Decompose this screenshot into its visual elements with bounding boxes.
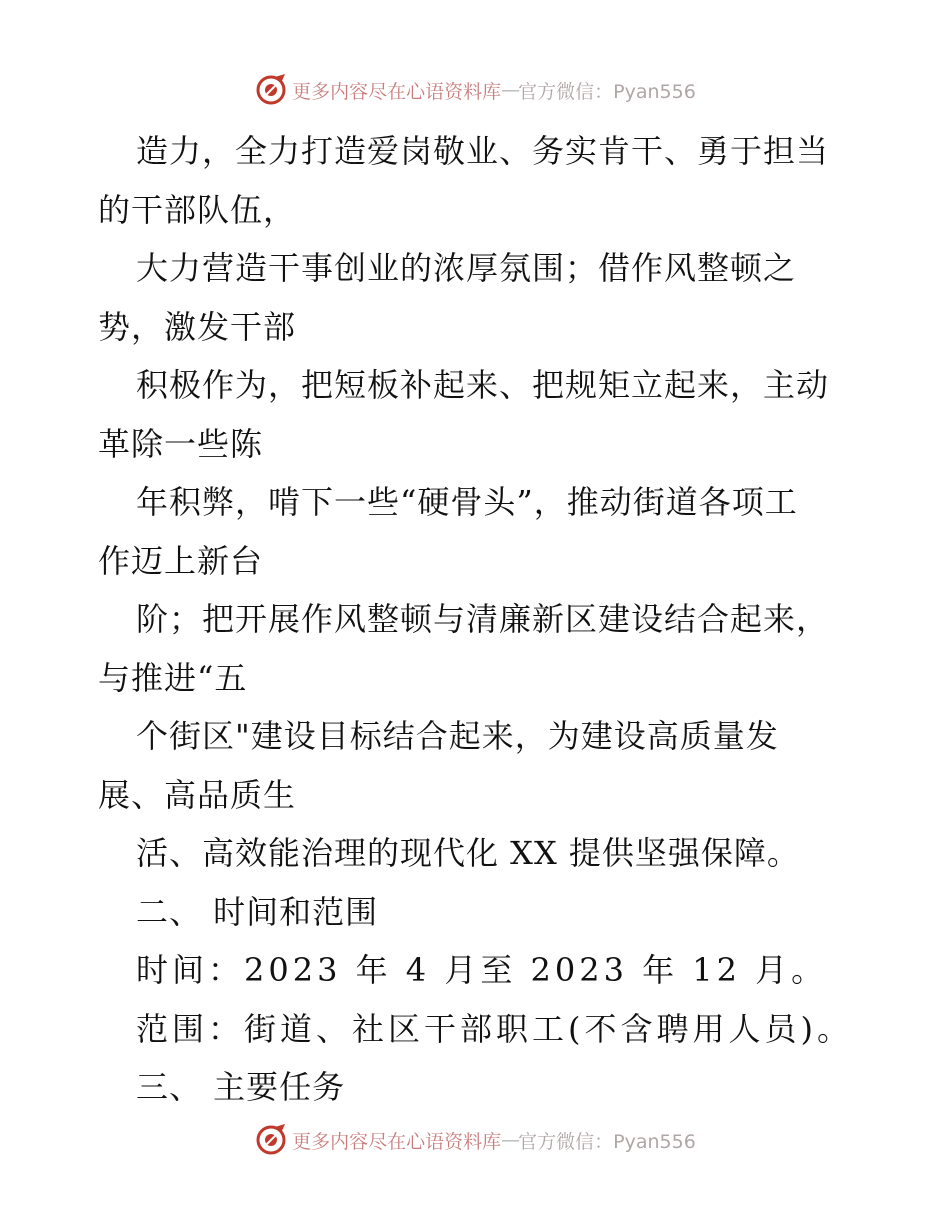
- watermark-separator: —: [501, 79, 519, 101]
- document-body: [98, 122, 868, 1117]
- body-line: 展、高品质生: [98, 775, 297, 814]
- body-line-time: 时间：2023 年 4 月至 2023 年 12 月。: [136, 951, 828, 989]
- body-line: 活、高效能治理的现代化 XX 提供坚强保障。: [136, 834, 800, 872]
- watermark-wechat: 官方微信：Pyan556: [518, 1130, 696, 1153]
- watermark-brand: 更多内容尽在心语资料库: [292, 1130, 502, 1153]
- body-line: 积极作为，把短板补起来、把规矩立起来，主动: [136, 366, 830, 404]
- body-line: 大力营造干事创业的浓厚氛围；借作风整顿之: [136, 249, 797, 287]
- watermark-separator: —: [501, 1129, 519, 1151]
- footer-watermark: [0, 1120, 950, 1160]
- body-line: 的干部队伍，: [98, 190, 297, 229]
- watermark-wechat: 官方微信：Pyan556: [518, 80, 696, 103]
- quill-seal-icon: [254, 73, 288, 107]
- body-line: 个街区"建设目标结合起来，为建设高质量发: [136, 717, 779, 755]
- body-line: 革除一些陈: [98, 424, 264, 463]
- quill-seal-icon: [254, 1123, 288, 1157]
- body-line: 作迈上新台: [98, 541, 264, 580]
- body-line-scope: 范围：街道、社区干部职工(不含聘用人员)。: [136, 1009, 853, 1048]
- section-heading-time-scope: 二、 时间和范围: [136, 892, 379, 931]
- watermark-brand: 更多内容尽在心语资料库: [292, 80, 502, 103]
- body-line: 与推进“五: [98, 658, 248, 697]
- header-watermark: [0, 70, 950, 110]
- body-line: 年积弊，啃下一些“硬骨头”，推动街道各项工: [136, 483, 798, 521]
- section-heading-main-tasks: 三、 主要任务: [136, 1068, 346, 1106]
- body-line: 势，激发干部: [98, 307, 297, 346]
- body-line: 阶；把开展作风整顿与清廉新区建设结合起来，: [136, 600, 830, 638]
- body-line: 造力，全力打造爱岗敬业、务实肯干、勇于担当: [136, 132, 830, 170]
